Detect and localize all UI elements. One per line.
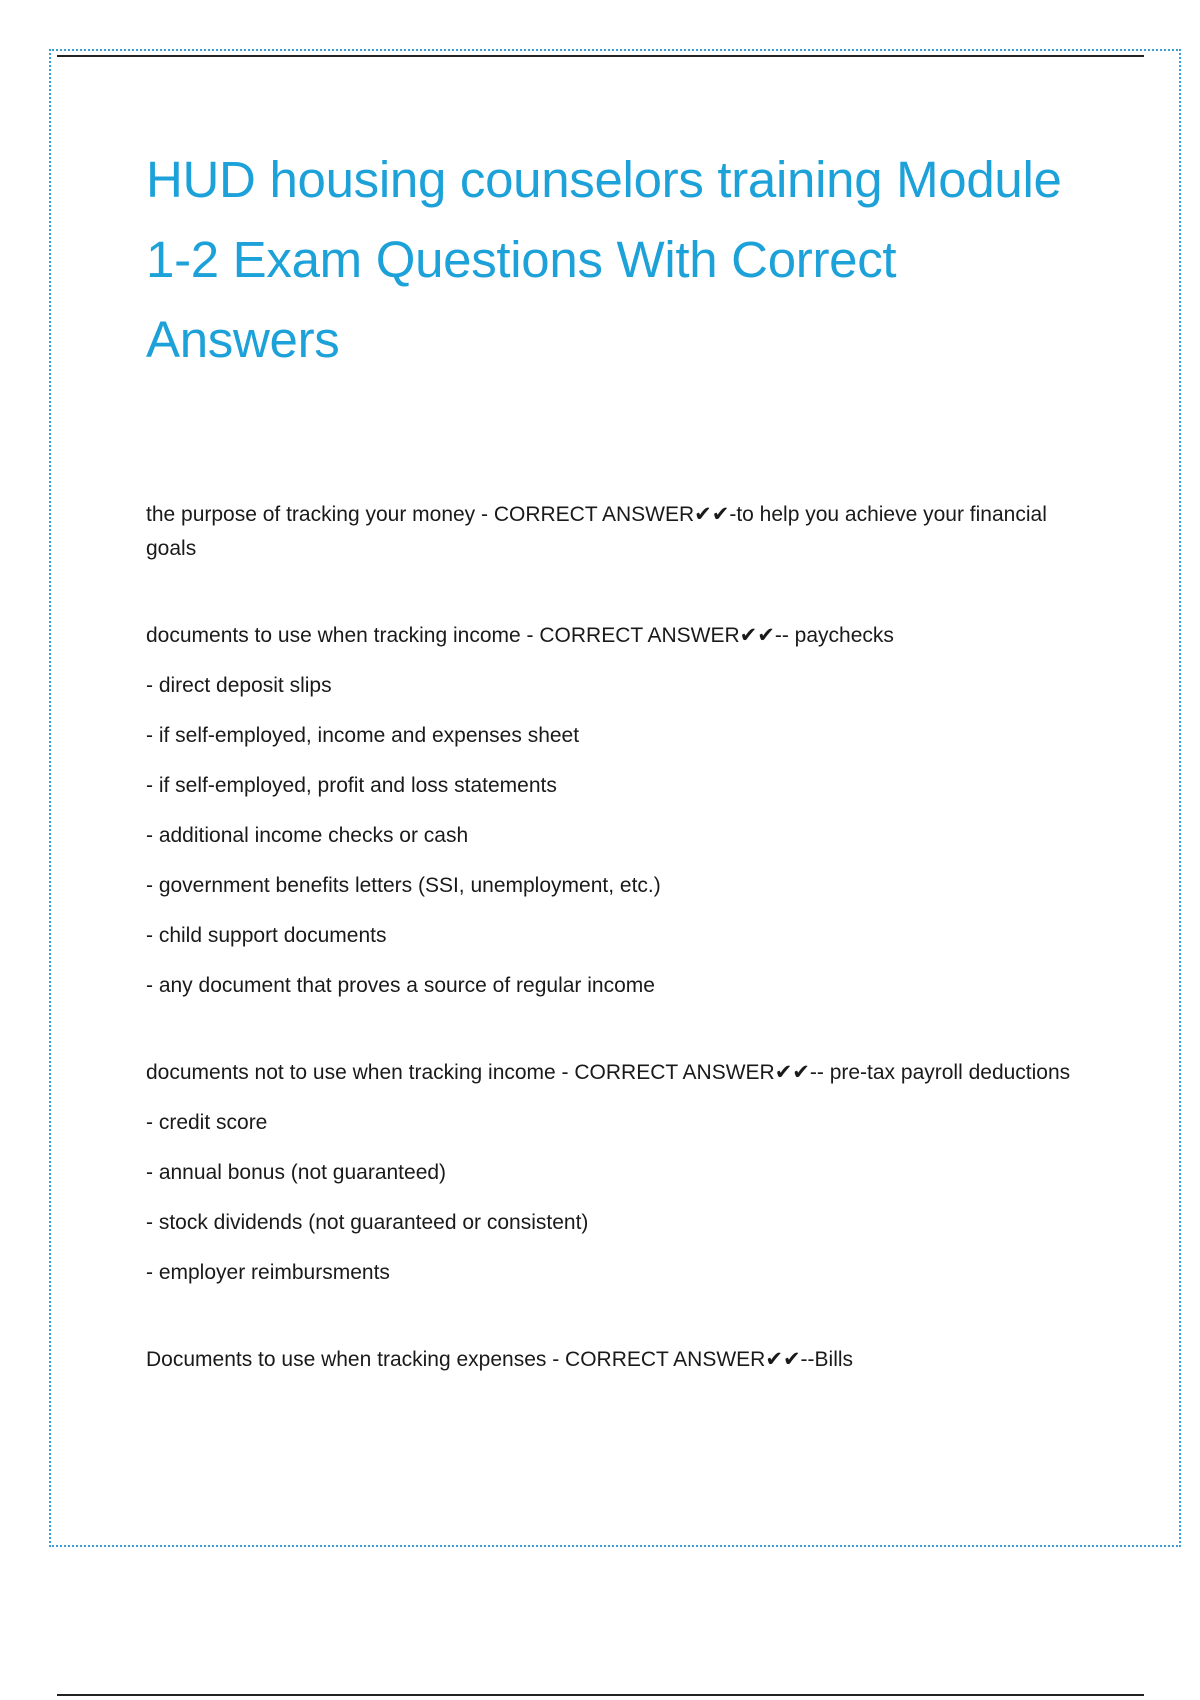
document-content [146, 140, 1096, 1430]
answer-item: - annual bonus (not guaranteed) [146, 1161, 447, 1184]
answer-item: - credit score [146, 1111, 268, 1134]
answer-item: - employer reimbursments [146, 1261, 390, 1284]
answer-item: - additional income checks or cash [146, 824, 469, 847]
answer-item: - government benefits letters (SSI, unemployment, etc.) [146, 874, 661, 897]
question-block [146, 1056, 1096, 1290]
question-prompt: the purpose of tracking your money - CORRECT ANSWER✔✔-to help you achieve your financial goals [146, 503, 1047, 560]
bottom-rule [57, 1694, 1144, 1696]
question-prompt: Documents to use when tracking expenses - CORRECT ANSWER✔✔--Bills [146, 1348, 854, 1371]
answer-item: - if self-employed, income and expenses sheet [146, 724, 580, 747]
question-prompt: documents not to use when tracking income - CORRECT ANSWER✔✔-- pre-tax payroll deductions [146, 1061, 1071, 1084]
question-block [146, 1343, 1096, 1377]
answer-item: - stock dividends (not guaranteed or consistent) [146, 1211, 589, 1234]
question-list [146, 498, 1096, 1377]
answer-item: - if self-employed, profit and loss statements [146, 774, 557, 797]
question-block [146, 619, 1096, 1003]
answer-item: - any document that proves a source of regular income [146, 974, 655, 997]
answer-item: - child support documents [146, 924, 387, 947]
answer-item: - direct deposit slips [146, 674, 332, 697]
question-block [146, 498, 1096, 566]
question-prompt: documents to use when tracking income - CORRECT ANSWER✔✔-- paychecks [146, 624, 894, 647]
document-title: HUD housing counselors training Module 1-2 Exam Questions With Correct Answers [146, 151, 1062, 368]
